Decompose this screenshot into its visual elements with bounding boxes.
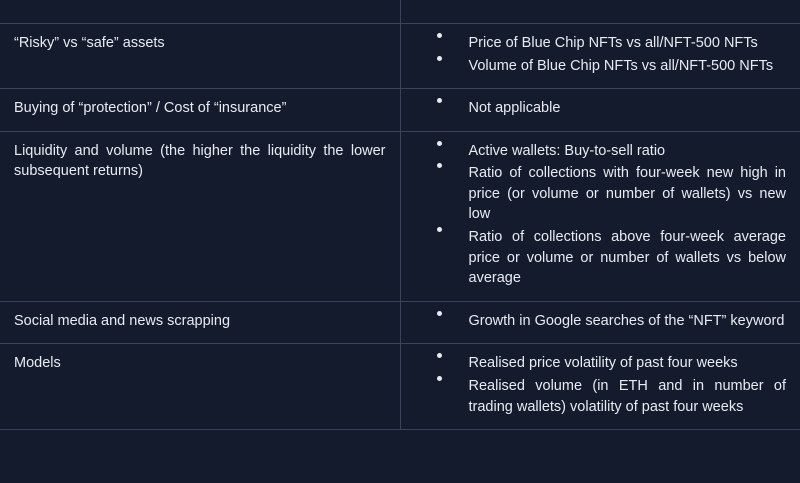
table-row-clipped-top (0, 0, 800, 24)
indicator-text: Realised price volatility of past four weeks (468, 355, 738, 372)
table-cell-label (0, 131, 400, 301)
table-row (0, 344, 800, 430)
row-label: “Risky” vs “safe” assets (14, 35, 165, 51)
indicator-text: Ratio of collections with four-week new high in price (or volume or number of wallets) vs new low (468, 165, 786, 223)
list-item (421, 33, 787, 54)
row-label: Models (14, 355, 61, 372)
table-cell-clipped-left (0, 0, 400, 24)
table-cell-indicators (400, 131, 800, 301)
table-cell-label (0, 301, 400, 344)
list-item (421, 311, 787, 332)
table-row (0, 89, 800, 132)
bullet-icon (437, 311, 442, 316)
bullet-icon (437, 227, 442, 232)
table-cell-indicators (400, 89, 800, 132)
indicator-list (421, 311, 787, 332)
indicator-list (421, 33, 787, 76)
indicator-text: Price of Blue Chip NFTs vs all/NFT-500 NFTs (468, 35, 758, 51)
indicator-text: Ratio of collections above four-week average price or volume or number of wallets vs below average (468, 229, 786, 287)
bullet-icon (437, 33, 442, 38)
table-cell-label (0, 89, 400, 132)
indicator-list (421, 141, 787, 289)
bullet-icon (437, 141, 442, 146)
bullet-icon (437, 353, 442, 358)
indicator-text: Realised volume (in ETH and in number of trading wallets) volatility of past four weeks (468, 377, 786, 415)
indicator-text: Not applicable (468, 100, 561, 117)
row-label: Buying of “protection” / Cost of “insurance” (14, 100, 287, 117)
table-cell-indicators (400, 301, 800, 344)
bullet-icon (437, 56, 442, 61)
indicator-list (421, 353, 787, 417)
indicator-text: Active wallets: Buy-to-sell ratio (468, 142, 666, 159)
list-item (421, 227, 787, 289)
list-item (421, 98, 787, 119)
table-row (0, 131, 800, 301)
list-item (421, 353, 787, 374)
indicator-text: Growth in Google searches of the “NFT” keyword (468, 312, 785, 329)
indicator-text: Volume of Blue Chip NFTs vs all/NFT-500 NFTs (468, 57, 774, 74)
table-cell-indicators (400, 344, 800, 430)
list-item (421, 376, 787, 417)
table-cell-clipped-right (400, 0, 800, 24)
table-cell-label (0, 24, 400, 89)
row-label: Liquidity and volume (the higher the liquidity the lower subsequent returns) (14, 142, 386, 180)
table-row (0, 24, 800, 89)
table-cell-label (0, 344, 400, 430)
table-cell-indicators (400, 24, 800, 89)
table-row (0, 301, 800, 344)
bullet-icon (437, 98, 442, 103)
list-item (421, 56, 787, 77)
bullet-icon (437, 376, 442, 381)
row-label: Social media and news scrapping (14, 312, 231, 329)
indicator-list (421, 98, 787, 119)
list-item (421, 141, 787, 162)
bullet-icon (437, 163, 442, 168)
list-item (421, 163, 787, 225)
